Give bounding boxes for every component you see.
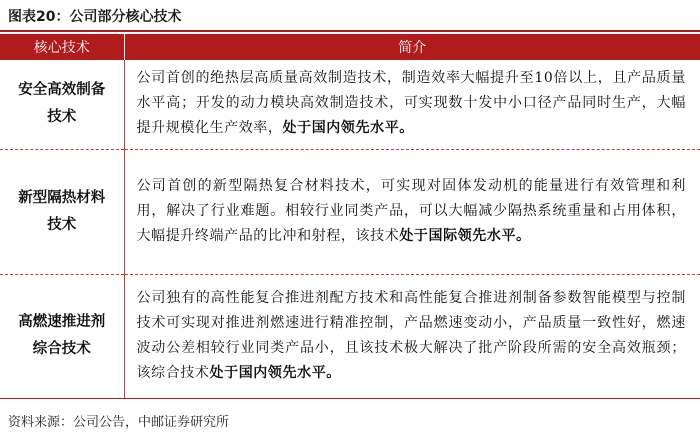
technology-name: 安全高效制备技术 (0, 60, 124, 149)
technology-name: 高燃速推进剂综合技术 (0, 274, 124, 398)
header-introduction: 简介 (124, 34, 700, 60)
technology-description (124, 60, 700, 149)
table-row (0, 274, 700, 398)
source-note: 资料来源：公司公告，中邮证券研究所 (8, 415, 230, 430)
description-emphasis: 处于国内领先水平。 (282, 120, 414, 137)
core-technology-table (0, 34, 700, 399)
technology-description (124, 274, 700, 398)
table-row (0, 60, 700, 149)
title-divider (0, 30, 700, 32)
description-emphasis: 处于国内领先水平。 (209, 364, 341, 381)
technology-description (124, 149, 700, 274)
description-text: 公司首创的绝热层高质量高效制造技术，制造效率大幅提升至10倍以上，且产品质量水平高；开发的动力模块高效制造技术，可实现数十发中小口径产品同时生产，大幅提升规模化生产效率， (136, 70, 686, 137)
table-row (0, 149, 700, 274)
description-text: 公司独有的高性能复合推进剂配方技术和高性能复合推进剂制备参数智能模型与控制技术可实现对推进剂燃速进行精准控制，产品燃速变动小，产品质量一致性好，燃速波动公差相较行业同类产品小，且该技术极大解决了批产阶段所需的安全高效瓶颈；该综合技术 (136, 289, 686, 381)
technology-name: 新型隔热材料技术 (0, 149, 124, 274)
figure-title: 图表20：公司部分核心技术 (8, 9, 182, 25)
description-text: 公司首创的新型隔热复合材料技术，可实现对固体发动机的能量进行有效管理和利用，解决了行业难题。相较行业同类产品，可以大幅减少隔热系统重量和占用体积，大幅提升终端产品的比冲和射程，该技术 (136, 177, 686, 244)
header-core-technology: 核心技术 (0, 34, 124, 60)
table-header-row (0, 34, 700, 60)
description-emphasis: 处于国际领先水平。 (399, 227, 531, 244)
